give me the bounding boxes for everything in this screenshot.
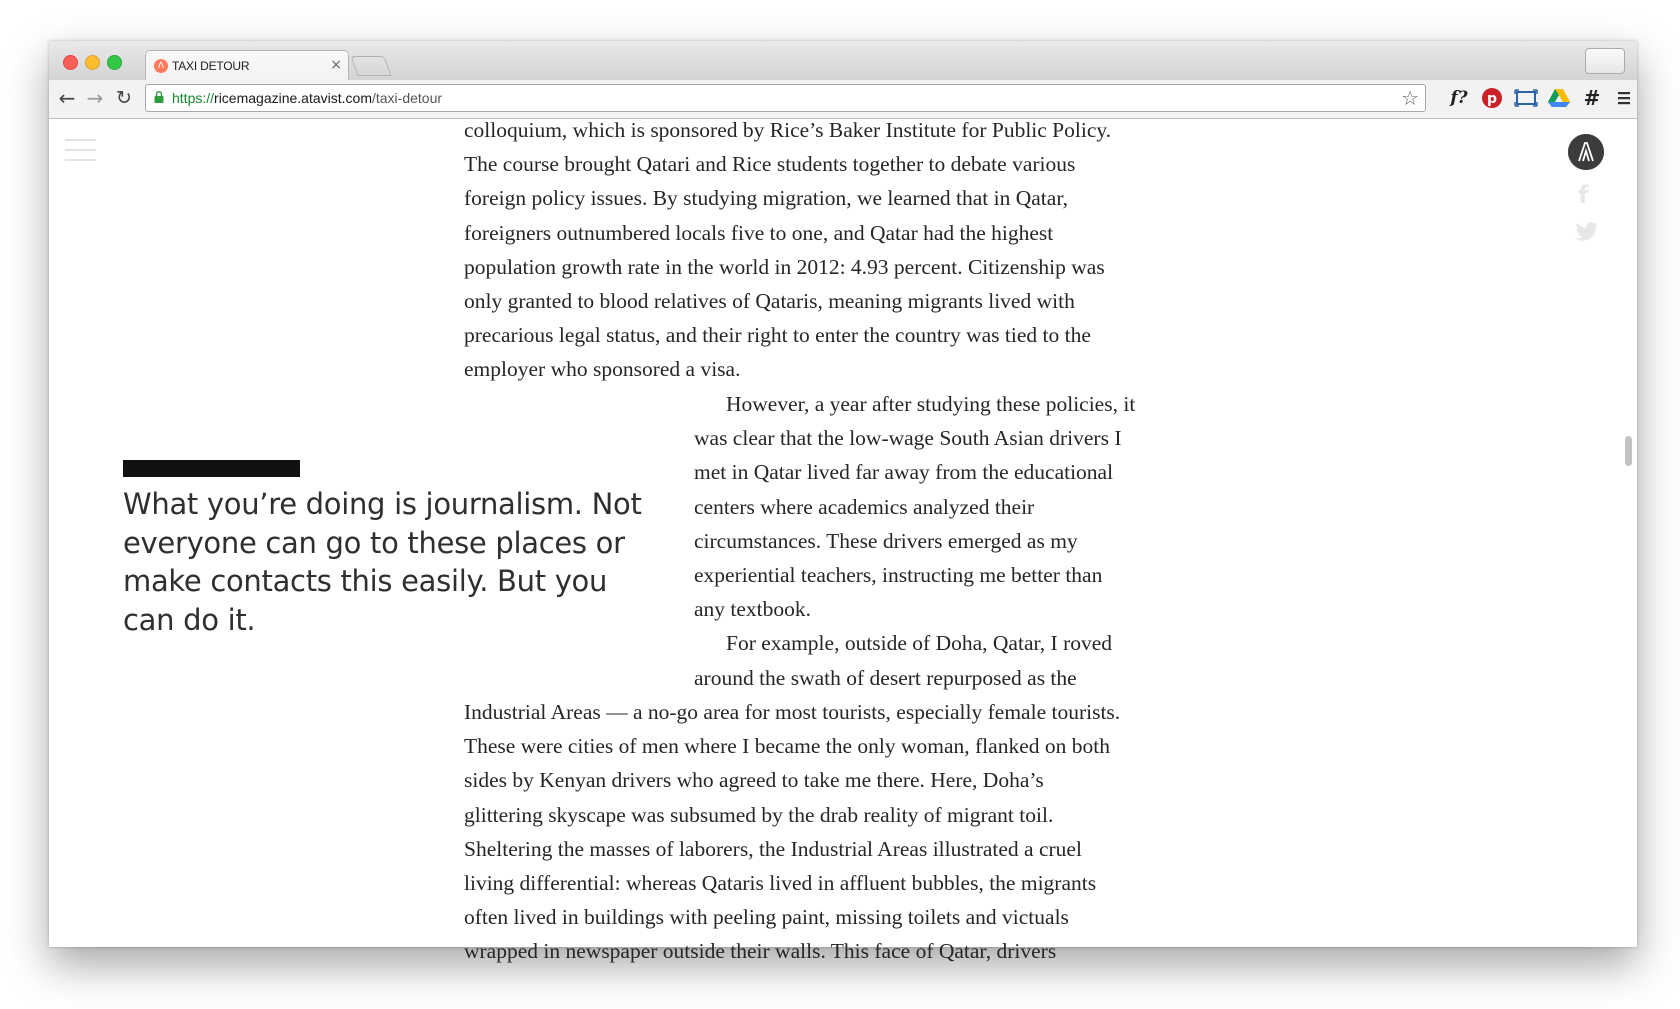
close-tab-icon[interactable]: × bbox=[330, 57, 342, 73]
new-tab-button[interactable] bbox=[350, 56, 391, 76]
paragraph-line: only granted to blood relatives of Qataris, meaning migrants lived with bbox=[464, 288, 1075, 313]
paragraph-line: wrapped in newspaper outside their walls. This face of Qatar, drivers bbox=[464, 939, 1057, 964]
svg-text:p: p bbox=[1486, 91, 1498, 107]
paragraph-line: However, a year after studying these policies, it bbox=[726, 392, 1136, 416]
paragraph-line: colloquium, which is sponsored by Rice’s Baker Institute for Public Policy. bbox=[464, 118, 1112, 142]
atavist-logo-icon[interactable] bbox=[1568, 134, 1604, 170]
paragraph-line: foreigners outnumbered locals five to one, and Qatar had the highest bbox=[464, 220, 1054, 245]
pull-quote: What you’re doing is journalism. Not everyone can go to these places or make contacts this easily. But you can do it. bbox=[123, 487, 642, 637]
lock-icon bbox=[154, 91, 164, 103]
forward-button[interactable]: → bbox=[86, 86, 104, 110]
paragraph-line: foreign policy issues. By studying migration, we learned that in Qatar, bbox=[464, 186, 1068, 211]
paragraph-line: met in Qatar lived far away from the educational bbox=[694, 460, 1114, 485]
paragraph-line: For example, outside of Doha, Qatar, I roved bbox=[726, 631, 1113, 656]
zoom-window-button[interactable] bbox=[107, 55, 122, 70]
paragraph-2 bbox=[694, 387, 1135, 695]
url-host: ricemagazine.atavist.com bbox=[214, 90, 372, 106]
bookmark-star-icon[interactable]: ☆ bbox=[1401, 86, 1419, 110]
tab-title: TAXI DETOUR bbox=[172, 59, 250, 73]
close-window-button[interactable] bbox=[63, 55, 78, 70]
paragraph-line: sides by Kenyan drivers who agreed to take me there. Here, Doha’s bbox=[464, 768, 1044, 793]
paragraph-line: was clear that the low-wage South Asian drivers I bbox=[694, 426, 1122, 451]
google-drive-icon[interactable] bbox=[1547, 86, 1571, 110]
atavist-favicon-icon: Λ bbox=[154, 59, 168, 73]
paragraph-line: glittering skyscape was subsumed by the drab reality of migrant toil. bbox=[464, 802, 1054, 827]
address-bar[interactable] bbox=[145, 84, 1426, 112]
paragraph-line: Sheltering the masses of laborers, the Industrial Areas illustrated a cruel bbox=[464, 836, 1082, 861]
paragraph-line: These were cities of men where I became the only woman, flanked on both bbox=[464, 734, 1110, 759]
tab-strip bbox=[49, 41, 1637, 80]
paragraph-line: employer who sponsored a visa. bbox=[464, 357, 741, 382]
pinterest-icon[interactable] bbox=[1480, 86, 1504, 110]
pull-quote-bar bbox=[123, 460, 300, 477]
page-content bbox=[49, 118, 1637, 964]
paragraph-line: Industrial Areas — a no-go area for most tourists, especially female tourists. bbox=[464, 700, 1121, 724]
hashtag-icon[interactable]: # bbox=[1583, 86, 1601, 110]
back-button[interactable]: ← bbox=[58, 86, 76, 110]
font-identifier-icon[interactable]: f? bbox=[1450, 88, 1468, 108]
browser-window bbox=[49, 41, 1637, 964]
paragraph-line: around the swath of desert repurposed as the bbox=[694, 665, 1077, 690]
tab-taxi-detour[interactable] bbox=[145, 50, 349, 81]
twitter-icon[interactable] bbox=[1575, 222, 1599, 242]
paragraph-1 bbox=[464, 113, 1111, 387]
url-scheme: https:// bbox=[172, 90, 215, 106]
profile-button[interactable] bbox=[1585, 48, 1625, 74]
paragraph-line: centers where academics analyzed their bbox=[694, 494, 1035, 519]
paragraph-line: The course brought Qatari and Rice students together to debate various bbox=[464, 152, 1076, 177]
paragraph-line: circumstances. These drivers emerged as my bbox=[694, 528, 1078, 553]
site-menu-icon[interactable] bbox=[65, 139, 96, 169]
paragraph-line: often lived in buildings with peeling paint, missing toilets and victuals bbox=[464, 905, 1069, 930]
scrollbar-thumb[interactable] bbox=[1625, 436, 1632, 466]
paragraph-line: living differential: whereas Qataris lived in affluent bubbles, the migrants bbox=[464, 870, 1097, 895]
paragraph-line: experiential teachers, instructing me better than bbox=[694, 562, 1103, 587]
paragraph-3 bbox=[464, 695, 1120, 969]
paragraph-line: population growth rate in the world in 2012: 4.93 percent. Citizenship was bbox=[464, 254, 1105, 279]
paragraph-line: precarious legal status, and their right to enter the country was tied to the bbox=[464, 323, 1091, 348]
url-text bbox=[172, 90, 442, 106]
chrome-menu-icon[interactable] bbox=[1612, 86, 1636, 110]
url-path: /taxi-detour bbox=[371, 90, 443, 106]
facebook-icon[interactable]: f bbox=[1578, 181, 1589, 209]
screen-capture-icon[interactable] bbox=[1514, 86, 1538, 110]
paragraph-line: any textbook. bbox=[694, 597, 812, 622]
minimize-window-button[interactable] bbox=[85, 55, 100, 70]
reload-button[interactable]: ↻ bbox=[116, 87, 132, 109]
